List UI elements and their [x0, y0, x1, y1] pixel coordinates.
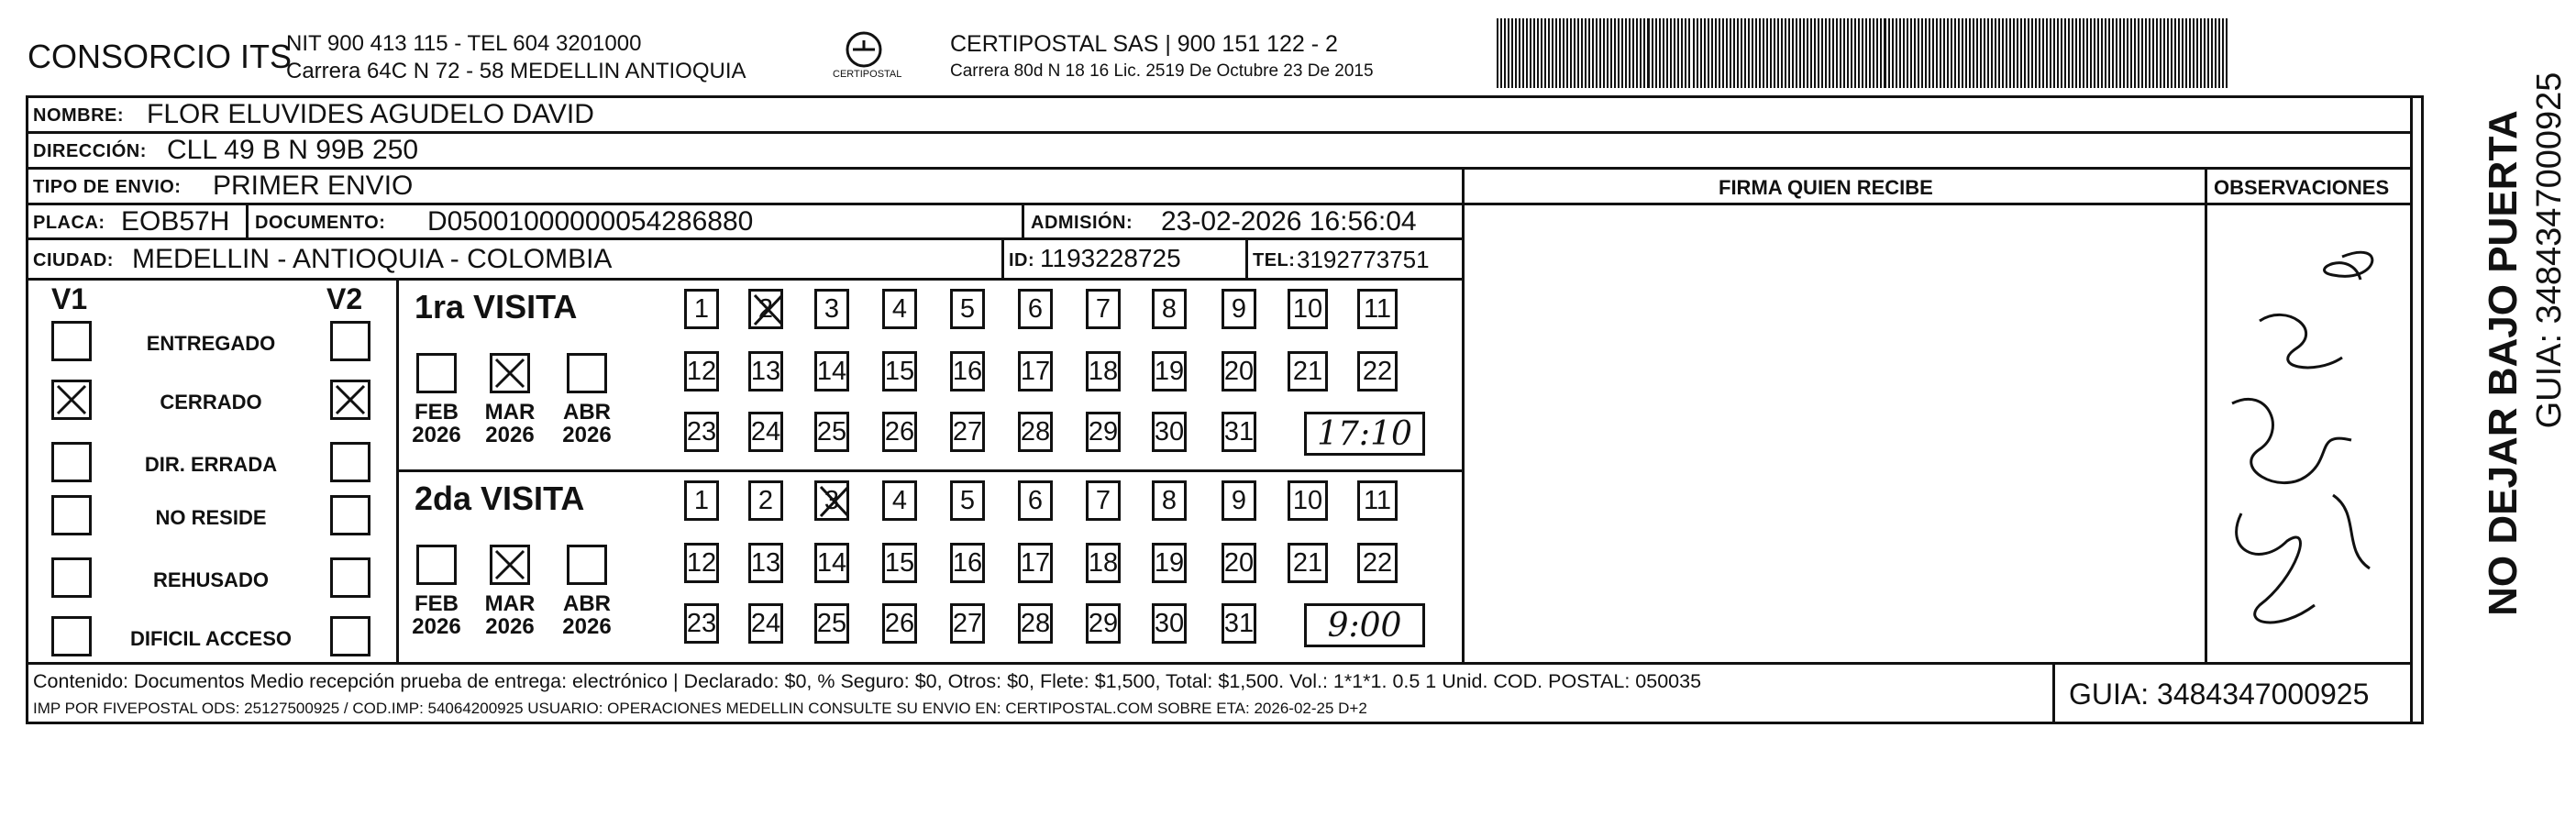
day-box[interactable]: 13 — [748, 543, 783, 583]
day-box[interactable]: 25 — [814, 603, 849, 644]
day-box[interactable]: 22 — [1357, 543, 1398, 583]
day-box[interactable]: 9 — [1222, 480, 1256, 521]
tel-label: TEL: — [1253, 250, 1296, 270]
status-label: DIFICIL ACCESO — [129, 627, 292, 650]
city-label: CIUDAD: — [33, 250, 114, 270]
day-box[interactable]: 20 — [1222, 543, 1256, 583]
day-box[interactable]: 18 — [1086, 351, 1121, 391]
month-checkbox[interactable] — [416, 545, 457, 585]
barcode — [1497, 18, 2230, 88]
day-box[interactable]: 11 — [1357, 289, 1398, 329]
courier-name: CERTIPOSTAL SAS | 900 151 122 - 2 — [950, 31, 1338, 57]
row-line-1 — [26, 131, 2410, 134]
v2-checkbox[interactable] — [330, 557, 370, 598]
recipient-id: 1193228725 — [1040, 244, 1181, 272]
check-x-mark — [492, 356, 527, 391]
month-label: FEB 2026 — [412, 400, 461, 448]
recipient-address: CLL 49 B N 99B 250 — [167, 135, 419, 165]
day-box[interactable]: 27 — [950, 412, 985, 452]
day-box[interactable]: 26 — [882, 603, 917, 644]
day-box[interactable]: 23 — [684, 603, 719, 644]
send-type: PRIMER ENVIO — [213, 171, 414, 201]
status-label: ENTREGADO — [146, 332, 276, 355]
month-label: ABR 2026 — [562, 591, 612, 640]
footer-contents: Contenido: Documentos Medio recepción prueba de entrega: electrónico | Declarado: $0, % Seguro: $0, Otros: $0, Flete: $1,500, Total: $1,500. Vol.: 1*1*1. 0.5 1 Unid. COD. POSTAL: 050035 — [33, 670, 1702, 692]
month-label: FEB 2026 — [412, 591, 461, 640]
v1-checkbox[interactable] — [51, 495, 92, 535]
send-type-label: TIPO DE ENVIO: — [33, 177, 182, 197]
id-label: ID: — [1009, 250, 1035, 270]
div-id — [1001, 237, 1004, 278]
day-box[interactable]: 7 — [1086, 289, 1121, 329]
day-box[interactable]: 28 — [1018, 603, 1053, 644]
month-checkbox[interactable] — [490, 353, 530, 393]
frame-right-outer — [2421, 95, 2424, 724]
month-label: ABR 2026 — [562, 400, 612, 448]
day-box[interactable]: 2 — [748, 480, 783, 521]
divider-signature — [1462, 167, 1465, 662]
day-box[interactable]: 5 — [950, 480, 985, 521]
footer-divider — [2052, 662, 2055, 722]
recipient-name: FLOR ELUVIDES AGUDELO DAVID — [147, 99, 594, 129]
day-box[interactable]: 25 — [814, 412, 849, 452]
day-box[interactable]: 18 — [1086, 543, 1121, 583]
day-box[interactable]: 19 — [1152, 351, 1187, 391]
status-label: NO RESIDE — [155, 506, 267, 529]
day-box[interactable]: 13 — [748, 351, 783, 391]
visit-title: 1ra VISITA — [415, 288, 578, 325]
plate: EOB57H — [121, 206, 230, 237]
side-notes — [2430, 72, 2569, 645]
day-box[interactable]: 29 — [1086, 412, 1121, 452]
admission: 23-02-2026 16:56:04 — [1161, 206, 1417, 237]
frame-left — [26, 95, 28, 724]
check-x-mark — [751, 292, 786, 328]
company-address: Carrera 64C N 72 - 58 MEDELLIN ANTIOQUIA — [286, 59, 746, 83]
month-checkbox[interactable] — [416, 353, 457, 393]
v1-checkbox[interactable] — [51, 442, 92, 482]
status-label: REHUSADO — [153, 568, 269, 591]
day-box[interactable]: 17 — [1018, 543, 1053, 583]
day-box[interactable]: 22 — [1357, 351, 1398, 391]
day-box[interactable]: 30 — [1152, 412, 1187, 452]
day-box[interactable]: 3 — [814, 289, 849, 329]
v2-checkbox[interactable] — [330, 495, 370, 535]
frame-right-inner — [2410, 95, 2413, 724]
v1-label: V1 — [51, 282, 88, 315]
v1-checkbox[interactable] — [51, 380, 92, 420]
check-x-mark — [817, 483, 852, 520]
div-tel — [1245, 237, 1248, 278]
divider-visits — [396, 469, 1462, 472]
day-box[interactable]: 24 — [748, 412, 783, 452]
tel: 3192773751 — [1297, 246, 1430, 273]
day-box[interactable]: 29 — [1086, 603, 1121, 644]
day-box[interactable]: 1 — [684, 480, 719, 521]
courier-address: Carrera 80d N 18 16 Lic. 2519 De Octubre 23 De 2015 — [950, 61, 1374, 81]
day-box[interactable]: 10 — [1288, 289, 1328, 329]
month-label: MAR 2026 — [484, 591, 536, 640]
day-box[interactable]: 21 — [1288, 351, 1328, 391]
day-box[interactable]: 4 — [882, 289, 917, 329]
check-x-mark — [54, 382, 89, 417]
v1-checkbox[interactable] — [51, 557, 92, 598]
status-label: DIR. ERRADA — [144, 453, 278, 476]
certipostal-logo — [822, 28, 906, 86]
day-box[interactable]: 28 — [1018, 412, 1053, 452]
city: MEDELLIN - ANTIOQUIA - COLOMBIA — [132, 244, 613, 274]
day-box[interactable]: 12 — [684, 543, 719, 583]
row-line-2 — [26, 167, 2410, 170]
day-box[interactable]: 23 — [684, 412, 719, 452]
day-box[interactable]: 17 — [1018, 351, 1053, 391]
day-box[interactable]: 5 — [950, 289, 985, 329]
signature-header: FIRMA QUIEN RECIBE — [1719, 176, 1933, 199]
day-box[interactable]: 11 — [1357, 480, 1398, 521]
day-box[interactable]: 31 — [1222, 603, 1256, 644]
document: D05001000000054286880 — [427, 206, 754, 237]
day-box[interactable]: 16 — [950, 351, 985, 391]
day-box[interactable]: 30 — [1152, 603, 1187, 644]
month-checkbox[interactable] — [490, 545, 530, 585]
side-guia: GUIA: 3484347000925 — [2530, 72, 2569, 429]
v2-checkbox[interactable] — [330, 442, 370, 482]
day-box[interactable]: 6 — [1018, 480, 1053, 521]
month-checkbox[interactable] — [567, 545, 607, 585]
day-box[interactable]: 8 — [1152, 289, 1187, 329]
company-nit: NIT 900 413 115 - TEL 604 3201000 — [286, 31, 642, 56]
month-label: MAR 2026 — [484, 400, 536, 448]
div-plate — [246, 203, 249, 237]
day-box[interactable]: 7 — [1086, 480, 1121, 521]
footer-guia: GUIA: 3484347000925 — [2069, 678, 2370, 711]
check-x-mark — [492, 547, 527, 582]
day-box[interactable]: 20 — [1222, 351, 1256, 391]
v2-label: V2 — [326, 282, 363, 315]
row-line-5 — [26, 278, 1462, 281]
day-box[interactable]: 26 — [882, 412, 917, 452]
day-box[interactable]: 12 — [684, 351, 719, 391]
day-box[interactable]: 24 — [748, 603, 783, 644]
day-box[interactable]: 21 — [1288, 543, 1328, 583]
document-label: DOCUMENTO: — [255, 213, 386, 233]
observations-scribble — [2205, 220, 2410, 651]
day-box[interactable]: 6 — [1018, 289, 1053, 329]
visit-title: 2da VISITA — [415, 480, 585, 517]
day-box[interactable]: 3 — [814, 480, 849, 521]
day-box[interactable]: 14 — [814, 351, 849, 391]
plate-label: PLACA: — [33, 213, 105, 233]
day-box[interactable]: 4 — [882, 480, 917, 521]
frame-bottom — [26, 722, 2423, 724]
day-box[interactable]: 15 — [882, 543, 917, 583]
month-checkbox[interactable] — [567, 353, 607, 393]
status-label: CERRADO — [160, 391, 262, 414]
name-label: NOMBRE: — [33, 105, 125, 126]
v2-checkbox[interactable] — [330, 321, 370, 361]
day-box[interactable]: 31 — [1222, 412, 1256, 452]
day-box[interactable]: 2 — [748, 289, 783, 329]
admission-label: ADMISIÓN: — [1031, 213, 1133, 233]
v2-checkbox[interactable] — [330, 380, 370, 420]
visit-time: 17:10 — [1304, 412, 1425, 456]
day-box[interactable]: 15 — [882, 351, 917, 391]
company-name: CONSORCIO ITS — [28, 38, 293, 75]
check-x-mark — [333, 382, 368, 417]
day-box[interactable]: 1 — [684, 289, 719, 329]
v1-checkbox[interactable] — [51, 321, 92, 361]
day-box[interactable]: 10 — [1288, 480, 1328, 521]
day-box[interactable]: 14 — [814, 543, 849, 583]
visit-time: 9:00 — [1304, 603, 1425, 647]
observations-header: OBSERVACIONES — [2214, 176, 2390, 199]
day-box[interactable]: 16 — [950, 543, 985, 583]
v2-checkbox[interactable] — [330, 616, 370, 656]
footer-imp: IMP POR FIVEPOSTAL ODS: 25127500925 / COD.IMP: 54064200925 USUARIO: OPERACIONES MEDELLIN CONSULTE SU ENVIO EN: CERTIPOSTAL.COM SOBRE ETA: 2026-02-25 D+2 — [33, 700, 1367, 717]
col-header-line — [1462, 203, 2410, 205]
v1-checkbox[interactable] — [51, 616, 92, 656]
day-box[interactable]: 19 — [1152, 543, 1187, 583]
side-warning: NO DEJAR BAJO PUERTA — [2481, 110, 2526, 616]
day-box[interactable]: 8 — [1152, 480, 1187, 521]
logo-text: CERTIPOSTAL — [833, 69, 902, 80]
frame-top — [26, 95, 2423, 98]
day-box[interactable]: 9 — [1222, 289, 1256, 329]
address-label: DIRECCIÓN: — [33, 141, 147, 161]
day-box[interactable]: 27 — [950, 603, 985, 644]
div-admission — [1022, 203, 1024, 237]
